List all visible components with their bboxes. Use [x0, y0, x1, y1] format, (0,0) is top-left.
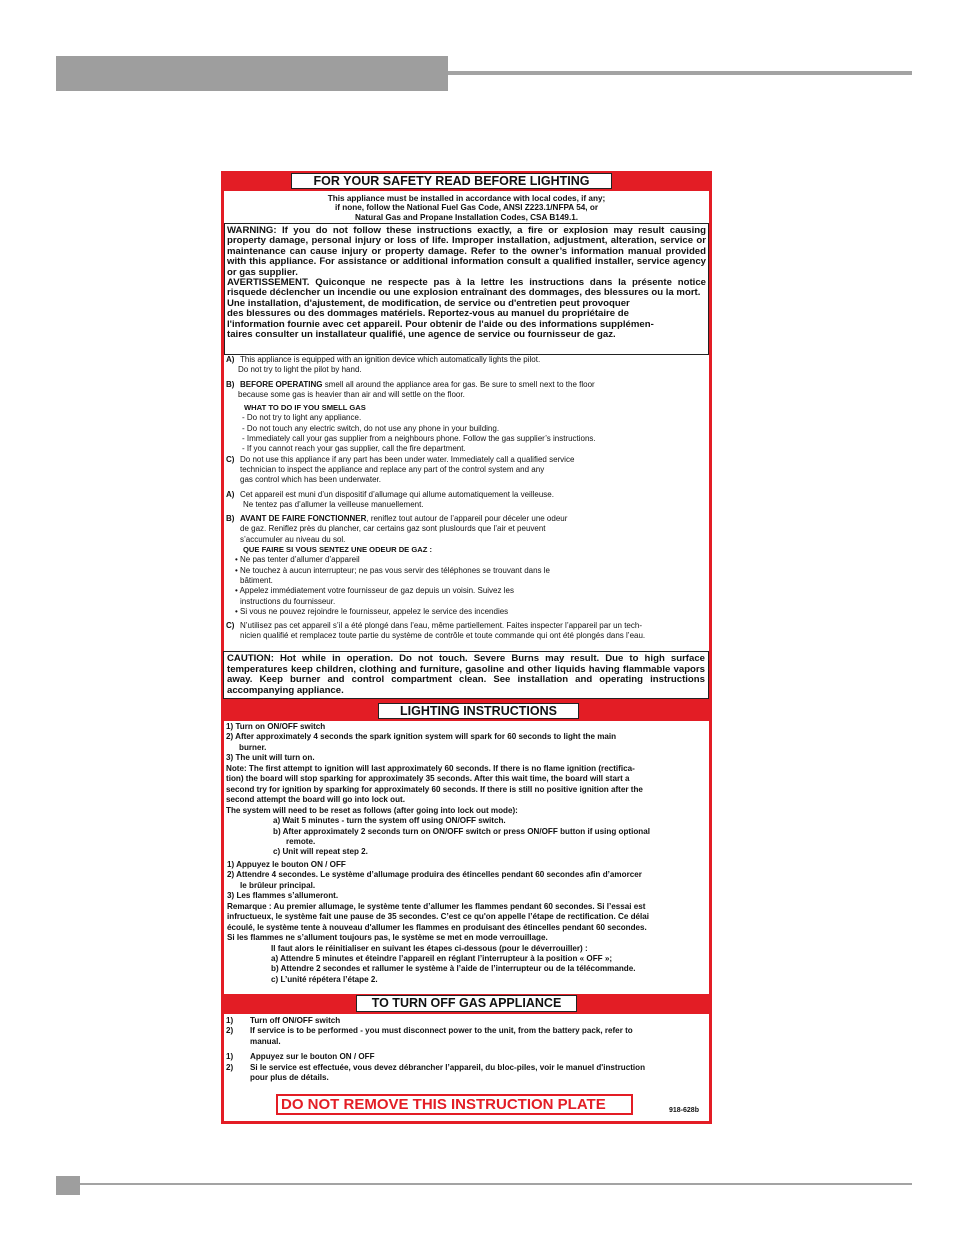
- reset-step: b) Attendre 2 secondes et rallumer le système à l’aide de l’interrupteur ou de la télécommande.: [271, 964, 636, 974]
- smell-item: - If you cannot reach your gas supplier, call the fire department.: [242, 444, 466, 454]
- lighting-reset: Il faut alors le réinitialiser en suivant les étapes ci-dessous (pour le déverrouiller) :: [271, 943, 588, 953]
- lighting-step: le brûleur principal.: [240, 880, 316, 890]
- step-text: Ne tentez pas d’allumer la veilleuse manuellement.: [243, 499, 424, 509]
- header-bar: [56, 56, 448, 91]
- lighting-note: infructueux, le système fait une pause de 35 secondes. C’est ce qu'on appelle l’étape de rectification. Ce délai: [227, 912, 650, 922]
- smell-item: instructions du fournisseur.: [240, 596, 336, 606]
- reset-step: c) L’unité répétera l’étape 2.: [271, 974, 378, 984]
- lighting-step: burner.: [239, 742, 267, 752]
- lighting-note: Remarque : Au premier allumage, le système tente d’allumer les flammes pendant 60 secondes. Si l’essai est: [227, 901, 646, 911]
- step-text: smell all around the appliance area for gas. Be sure to smell next to the floor: [322, 379, 595, 389]
- smell-item: • Appelez immédiatement votre fournisseur de gaz depuis un voisin. Suivez les: [235, 586, 514, 596]
- smell-item: • Ne touchez à aucun interrupteur; ne pas vous servir des téléphones se trouvant dans le: [235, 565, 550, 575]
- warning-english: WARNING: If you do not follow these instructions exactly, a fire or explosion may result causing property damage, personal injury or loss of life. Improper installation, adjustment, alteration, service or maintenance can cause injury or property damage. Refer to the owner’s information manual provided with this appliance. For assistance or additional information consult a qualified installer, service agency or gas supplier.: [227, 225, 706, 278]
- step-bold: AVANT DE FAIRE FONCTIONNER: [240, 514, 367, 524]
- turn-off-instructions: [224, 1014, 709, 1121]
- footer-rule: [80, 1183, 912, 1185]
- lighting-step: 2) After approximately 4 seconds the spark ignition system will spark for 60 seconds to light the main: [226, 732, 617, 742]
- step-text: N’utilisez pas cet appareil s’il a été plongé dans l’eau, même partiellement. Faites inspecter l’appareil par un tech-: [240, 621, 642, 631]
- safety-title: FOR YOUR SAFETY READ BEFORE LIGHTING: [291, 173, 612, 189]
- reset-step: b) After approximately 2 seconds turn on ON/OFF switch or press ON/OFF button if using optional: [273, 826, 650, 836]
- off-step-number: 1): [226, 1016, 234, 1025]
- off-step-text: pour plus de détails.: [250, 1073, 329, 1083]
- lighting-note: second attempt the board will go into lock out.: [226, 795, 405, 805]
- off-step-number: 1): [226, 1052, 234, 1062]
- step-label: B): [226, 514, 235, 524]
- step-text: Do not use this appliance if any part has been under water. Immediately call a qualified service: [240, 454, 575, 464]
- step-text: This appliance is equipped with an ignition device which automatically lights the pilot.: [240, 355, 541, 364]
- warning-french-line: l'information fournie avec cet appareil. Pour obtenir de l'aide ou des informations supplémen-: [227, 318, 654, 330]
- header-rule: [448, 71, 912, 75]
- off-step-number: 2): [226, 1062, 234, 1072]
- part-number: 918-628b: [669, 1107, 699, 1114]
- lighting-reset: The system will need to be reset as follows (after going into lock out mode):: [226, 805, 518, 815]
- lighting-note: tion) the board will stop sparking for approximately 35 seconds. After this wait time, the board will start a: [226, 774, 630, 784]
- lighting-instructions: [224, 721, 709, 994]
- reset-step: a) Wait 5 minutes - turn the system off using ON/OFF switch.: [273, 816, 506, 826]
- lighting-note: écoulé, le système tente à nouveau d'allumer les flammes en produisant des étincelles pendant 60 secondes.: [227, 922, 647, 932]
- step-text: nicien qualifié et remplacez toute partie du système de contrôle et toute commande qui ont été plongés dans l’eau.: [240, 631, 646, 641]
- lighting-step: 2) Attendre 4 secondes. Le système d’allumage produira des étincelles pendant 60 secondes afin d’amorcer: [227, 870, 642, 880]
- lighting-title: LIGHTING INSTRUCTIONS: [378, 703, 579, 719]
- smell-item: • Ne pas tenter d’allumer d’appareil: [235, 555, 360, 565]
- step-label: B): [226, 379, 235, 389]
- warning-box: [224, 223, 709, 355]
- off-step-text: Turn off ON/OFF switch: [250, 1016, 341, 1025]
- step-text: technician to inspect the appliance and replace any part of the control system and any: [240, 464, 545, 474]
- off-step-text: Si le service est effectuée, vous devez débrancher l’appareil, du bloc-piles, voir le manuel d'instruction: [250, 1062, 646, 1072]
- step-text: because some gas is heavier than air and will settle on the floor.: [238, 389, 465, 399]
- warning-french: AVERTISSEMENT. Quiconque ne respecte pas à la lettre les instructions dans la présente notice risquede déclencher un incendie ou une explosion entraînant des dommages, des blessures ou la mort.: [227, 277, 706, 299]
- step-label: A): [226, 355, 235, 364]
- smell-item: • Si vous ne pouvez rejoindre le fournisseur, appelez le service des incendies: [235, 606, 509, 616]
- turn-off-title: TO TURN OFF GAS APPLIANCE: [356, 995, 577, 1012]
- warning-french-line: des blessures ou des dommages matériels. Reportez-vous au manuel du propriétaire de: [227, 308, 629, 320]
- step-text: de gaz. Reniflez près du plancher, car certains gaz sont pluslourds que l’air et peuvent: [240, 524, 546, 534]
- installation-codes: [224, 191, 709, 225]
- codes-line: Natural Gas and Propane Installation Codes, CSA B149.1.: [354, 212, 579, 222]
- lighting-step: 3) Les flammes s’allumeront.: [227, 891, 339, 901]
- operating-steps: [224, 355, 709, 652]
- caution-box: CAUTION: Hot while in operation. Do not touch. Severe Burns may result. Due to high surface temperatures keep children, clothing and furniture, gasoline and other liquids having flammable vapors away. Keep burner and control compartment clean. See installation and operating instructions accompanying appliance.: [223, 651, 709, 699]
- step-text: gas control which has been underwater.: [240, 475, 381, 485]
- step-label: C): [226, 621, 235, 631]
- step-label: A): [226, 489, 235, 499]
- warning-french-line: taires consulter un installateur qualifié, une agence de service ou fournisseur de gaz.: [227, 329, 616, 341]
- reset-step: a) Attendre 5 minutes et éteindre l’appareil en réglant l’interrupteur à la position « OFF »;: [271, 953, 613, 963]
- warning-french-line: Une installation, d'ajustement, de modification, de service ou d'entretien peut provoquer: [227, 297, 630, 309]
- smell-heading: WHAT TO DO IF YOU SMELL GAS: [244, 403, 366, 413]
- step-text: Cet appareil est muni d’un dispositif d’allumage qui allume automatiquement la veilleuse.: [240, 489, 554, 499]
- step-text: s’accumuler au niveau du sol.: [240, 534, 346, 544]
- lighting-note: Note: The first attempt to ignition will last approximately 60 seconds. If there is no flame ignition (rectifica-: [226, 763, 635, 773]
- step-label: C): [226, 454, 235, 464]
- lighting-step: 1) Turn on ON/OFF switch: [226, 722, 326, 731]
- step-text: , reniflez tout autour de l’appareil pour déceler une odeur: [366, 514, 568, 524]
- smell-item: - Immediately call your gas supplier from a neighbours phone. Follow the gas supplier’s instructions.: [242, 434, 596, 444]
- smell-item: bâtiment.: [240, 575, 273, 585]
- smell-item: - Do not try to light any appliance.: [242, 413, 362, 423]
- lighting-note: Si les flammes ne s’allument toujours pas, le système se met en mode verrouillage.: [227, 933, 548, 943]
- lighting-note: second try for ignition by sparking for approximately 60 seconds. If there is still no positive ignition after the: [226, 784, 643, 794]
- lighting-step: 1) Appuyez le bouton ON / OFF: [227, 859, 346, 869]
- reset-step: c) Unit will repeat step 2.: [273, 847, 368, 857]
- step-bold: BEFORE OPERATING: [240, 379, 323, 389]
- smell-heading: QUE FAIRE SI VOUS SENTEZ UNE ODEUR DE GAZ :: [243, 545, 433, 555]
- lighting-step: 3) The unit will turn on.: [226, 753, 315, 763]
- do-not-remove-notice: DO NOT REMOVE THIS INSTRUCTION PLATE: [276, 1094, 633, 1115]
- codes-line: This appliance must be installed in accordance with local codes, if any;: [327, 194, 606, 203]
- off-step-text: manual.: [250, 1036, 281, 1046]
- off-step-text: Appuyez sur le bouton ON / OFF: [250, 1052, 375, 1062]
- off-step-number: 2): [226, 1026, 234, 1036]
- footer-tab: [56, 1176, 80, 1195]
- reset-step: remote.: [286, 836, 316, 846]
- smell-item: - Do not touch any electric switch, do not use any phone in your building.: [242, 423, 500, 433]
- instruction-plate: [221, 171, 712, 1124]
- codes-line: if none, follow the National Fuel Gas Code, ANSI Z223.1/NFPA 54, or: [334, 203, 599, 213]
- step-text: Do not try to light the pilot by hand.: [238, 365, 362, 375]
- off-step-text: If service is to be performed - you must disconnect power to the unit, from the battery pack, refer to: [250, 1026, 633, 1036]
